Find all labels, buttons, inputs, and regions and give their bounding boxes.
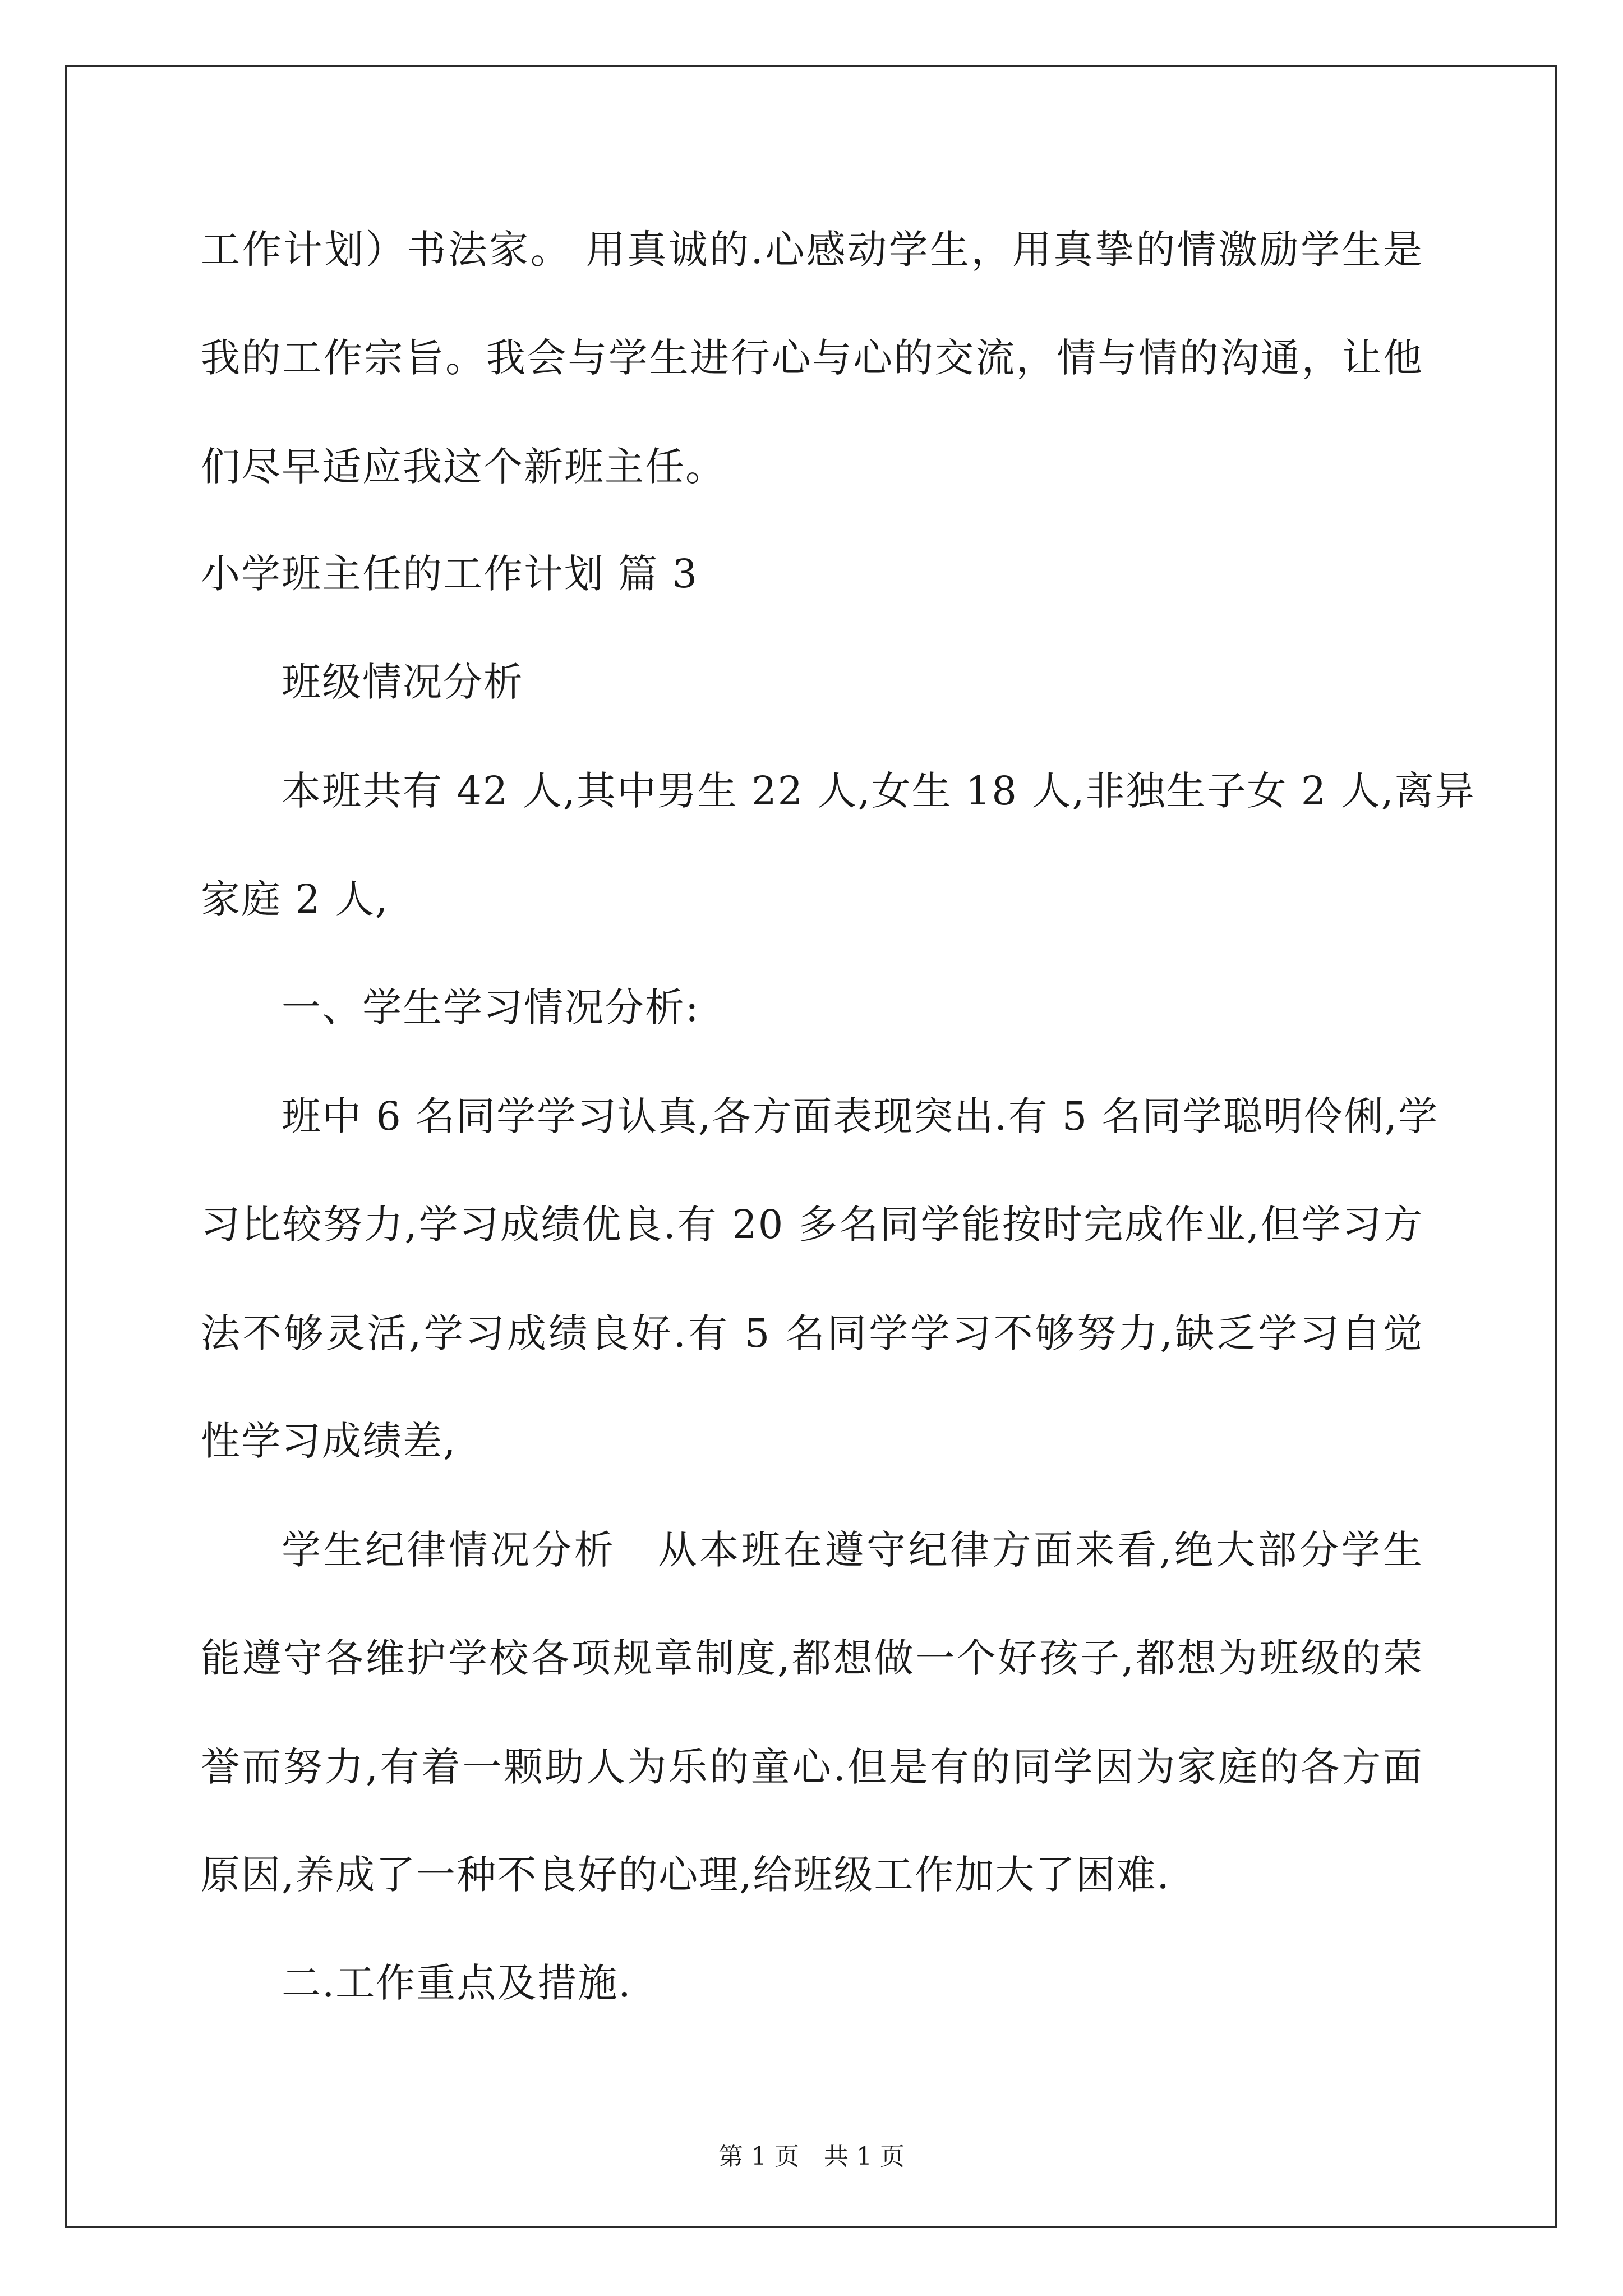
body-line-class-stats: 本班共有 42 人,其中男生 22 人,女生 18 人,非独生子女 2 人,离异 bbox=[282, 768, 1476, 814]
body-line-2: 我的工作宗旨。我会与学生进行心与心的交流，情与情的沟通，让他 bbox=[201, 335, 1423, 381]
body-line-discipline-1: 学生纪律情况分析 从本班在遵守纪律方面来看,绝大部分学生 bbox=[282, 1527, 1423, 1573]
subheading-work-focus: 二.工作重点及措施. bbox=[282, 1960, 632, 2006]
body-line-study-3: 法不够灵活,学习成绩良好.有 5 名同学学习不够努力,缺乏学习自觉 bbox=[201, 1310, 1423, 1356]
body-line-discipline-2: 能遵守各维护学校各项规章制度,都想做一个好孩子,都想为班级的荣 bbox=[201, 1635, 1423, 1681]
page-border bbox=[65, 65, 1557, 2228]
body-line-study-2: 习比较努力,学习成绩优良.有 20 多名同学能按时完成作业,但学习方 bbox=[201, 1202, 1423, 1248]
body-line-3: 们尽早适应我这个新班主任。 bbox=[201, 444, 726, 490]
subheading-study-analysis: 一、学生学习情况分析: bbox=[282, 984, 700, 1030]
body-line-discipline-4: 原因,养成了一种不良好的心理,给班级工作加大了困难. bbox=[201, 1852, 1170, 1898]
body-line-study-4: 性学习成绩差, bbox=[201, 1418, 457, 1464]
page-number-footer: 第 1 页 共 1 页 bbox=[718, 2142, 905, 2171]
body-line-1: 工作计划）书法家。 用真诚的.心感动学生，用真挚的情激励学生是 bbox=[201, 227, 1423, 273]
body-line-study-1: 班中 6 名同学学习认真,各方面表现突出.有 5 名同学聪明伶俐,学 bbox=[282, 1093, 1438, 1139]
section-heading: 小学班主任的工作计划 篇 3 bbox=[201, 551, 699, 597]
body-line-discipline-3: 誉而努力,有着一颗助人为乐的童心.但是有的同学因为家庭的各方面 bbox=[201, 1744, 1423, 1790]
body-line-class-stats-cont: 家庭 2 人, bbox=[201, 876, 389, 922]
subheading-class-analysis: 班级情况分析 bbox=[282, 659, 524, 705]
